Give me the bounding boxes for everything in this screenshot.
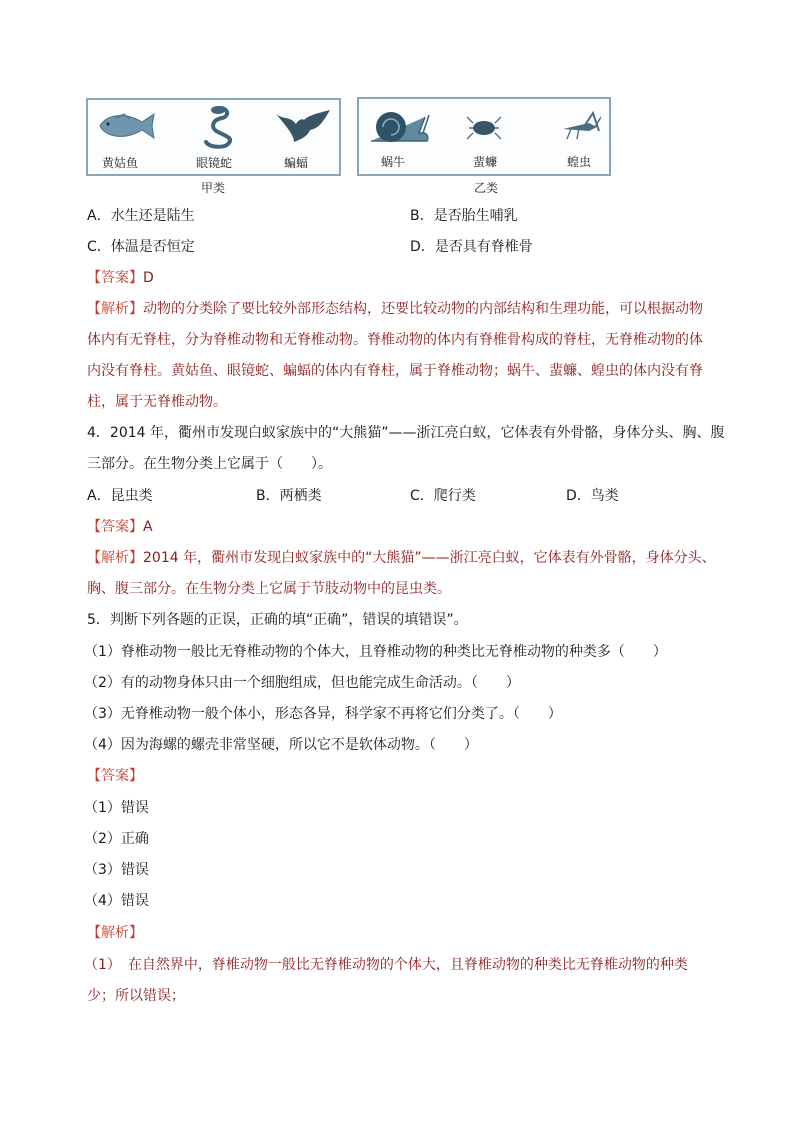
q4-analysis-line-1 — [87, 548, 716, 568]
answer-value: A — [143, 519, 153, 535]
q5-item-3: （3）无脊椎动物一般个体小，形态各异，科学家不再将它们分类了。（ ） — [84, 706, 562, 722]
figure-group-b-box — [357, 97, 611, 176]
q4-option-b: B．两栖类 — [256, 488, 322, 504]
q3-option-c: C．体温是否恒定 — [87, 239, 195, 255]
q3-answer-row — [87, 268, 154, 288]
analysis-text: 动物的分类除了要比较外部形态结构，还要比较动物的内部结构和生理功能，可以根据动物 — [143, 301, 703, 317]
q5-answer-1: （1）错误 — [84, 800, 149, 816]
animal-label-3: 蝙蝠 — [284, 156, 309, 170]
q3-analysis-line-3: 内没有脊柱。黄姑鱼、眼镜蛇、蝙蝠的体内有脊柱，属于脊椎动物；蜗牛、蜚蠊、蝗虫的体内没有脊 — [87, 363, 703, 379]
analysis-tag: 【解析】 — [87, 301, 143, 317]
animal-label-4: 蜗牛 — [381, 155, 406, 169]
q4-option-d: D．鸟类 — [566, 488, 619, 504]
cockroach-icon — [467, 115, 501, 141]
q4-option-a: A．昆虫类 — [87, 488, 153, 504]
q3-option-d: D．是否具有脊椎骨 — [410, 239, 533, 255]
q3-analysis-line-4: 柱，属于无脊椎动物。 — [87, 394, 227, 410]
q5-answer-tag: 【答案】 — [87, 768, 143, 784]
answer-tag: 【答案】 — [87, 270, 143, 286]
q3-option-a: A．水生还是陆生 — [87, 208, 195, 224]
q5-analysis-line-2: 少；所以错误； — [87, 988, 185, 1004]
snail-icon — [367, 109, 431, 145]
q5-answer-4: （4）错误 — [84, 893, 149, 909]
q5-item-1: （1）脊椎动物一般比无脊椎动物的个体大，且脊椎动物的种类比无脊椎动物的种类多（ ） — [84, 644, 667, 660]
q4-stem-line-1: 4．2014 年，衢州市发现白蚁家族中的“大熊猫”——浙江亮白蚁，它体表有外骨骼，身体分头、胸、腹 — [87, 425, 725, 441]
fish-icon — [96, 108, 158, 144]
q5-analysis-tag: 【解析】 — [87, 925, 143, 941]
figure-group-a-box — [86, 98, 341, 176]
figure-group-a-title: 甲类 — [201, 181, 226, 195]
q3-option-b: B．是否胎生哺乳 — [410, 208, 518, 224]
bat-icon — [274, 106, 332, 146]
answer-tag: 【答案】 — [87, 519, 143, 535]
q4-answer-row — [87, 517, 153, 537]
snake-icon — [198, 104, 242, 150]
figure-group-b-title: 乙类 — [474, 181, 499, 195]
q5-item-4: （4）因为海螺的螺壳非常坚硬，所以它不是软体动物。（ ） — [84, 737, 478, 753]
q5-analysis-line-1: （1） 在自然界中，脊椎动物一般比无脊椎动物的个体大，且脊椎动物的种类比无脊椎动物的种类 — [84, 957, 688, 973]
animal-label-6: 蝗虫 — [567, 155, 592, 169]
animal-label-2: 眼镜蛇 — [196, 156, 233, 170]
q3-analysis-line-1 — [87, 299, 703, 319]
q3-analysis-line-2: 体内有无脊柱，分为脊椎动物和无脊椎动物。脊椎动物的体内有脊椎骨构成的脊柱，无脊椎动物的体 — [87, 332, 703, 348]
analysis-tag: 【解析】 — [87, 550, 143, 566]
grasshopper-icon — [559, 109, 601, 141]
animal-label-1: 黄姑鱼 — [102, 156, 139, 170]
analysis-text: 2014 年，衢州市发现白蚁家族中的“大熊猫”——浙江亮白蚁，它体表有外骨骼，身体分头、 — [143, 550, 716, 566]
q5-answer-2: （2）正确 — [84, 831, 149, 847]
q5-stem: 5．判断下列各题的正误，正确的填“正确”，错误的填错误”。 — [87, 612, 468, 628]
q5-answer-3: （3）错误 — [84, 862, 149, 878]
q4-analysis-line-2: 胸、腹三部分。在生物分类上它属于节肢动物中的昆虫类。 — [87, 581, 451, 597]
answer-value: D — [143, 270, 154, 286]
q4-stem-line-2: 三部分。在生物分类上它属于（ ）。 — [87, 456, 332, 472]
animal-label-5: 蜚蠊 — [473, 155, 498, 169]
q4-option-c: C．爬行类 — [410, 488, 476, 504]
q5-item-2: （2）有的动物身体只由一个细胞组成，但也能完成生命活动。（ ） — [84, 675, 520, 691]
